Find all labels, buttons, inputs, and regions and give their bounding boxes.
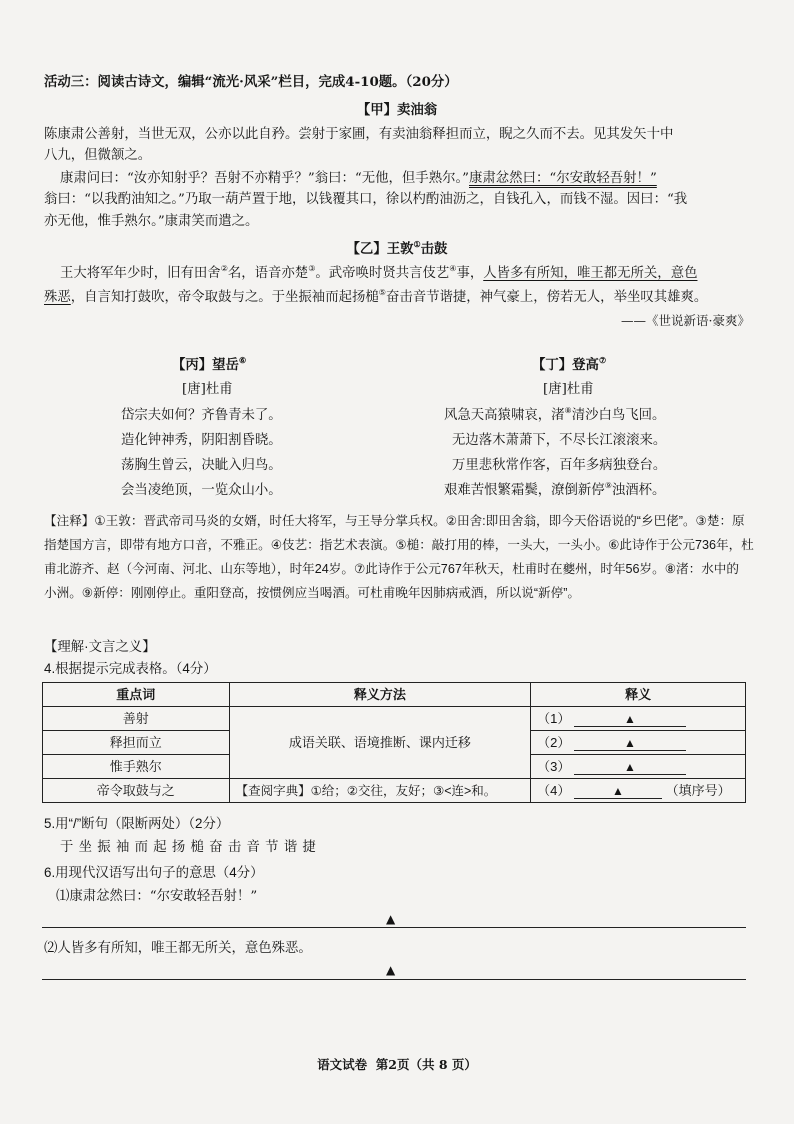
method-cell: 成语关联、语境推断、课内迁移 xyxy=(229,707,531,779)
answer-cell[interactable] xyxy=(531,707,746,731)
answer-blank[interactable]: ▲ xyxy=(574,760,686,775)
passage-yi-text: 王大将军年少时，旧有田舍 xyxy=(60,266,221,281)
poem-ding-text: 清沙白鸟飞回。 xyxy=(571,408,666,423)
keyword-cell: 释担而立 xyxy=(43,731,230,755)
notes-line: 指楚国方言，即带有地方口音，不雅正。④伎艺：指艺术表演。⑤槌：敲打用的棒，一头大，一头小。⑥此诗作于公元736年，杜 xyxy=(44,538,754,552)
footnote-mark: ④ xyxy=(449,264,457,273)
poem-ding-title-text: 【丁】登高 xyxy=(532,357,599,373)
answer-marker: ▲ xyxy=(386,963,396,977)
footnote-mark: ⑨ xyxy=(604,481,612,490)
footnote-mark: ⑧ xyxy=(564,406,572,415)
q4-stem: 4.根据提示完成表格。（4分） xyxy=(44,661,217,676)
notes-line: 甫北游齐、赵（今河南、河北、山东等地），时年24岁。⑦此诗作于公元767年秋天，杜甫时在夔州，时年56岁。⑧渚：水中的 xyxy=(44,562,739,576)
answer-number: （1） xyxy=(537,710,571,726)
poem-bing-author: [唐]杜甫 xyxy=(182,382,233,397)
passage-yi-source: ——《世说新语·豪爽》 xyxy=(621,313,750,328)
section-title: 【理解·文言之义】 xyxy=(44,639,156,654)
table-header-row xyxy=(43,683,746,707)
table-header: 释义 xyxy=(531,683,746,707)
keyword-cell: 惟手熟尔 xyxy=(43,755,230,779)
poem-ding-line xyxy=(444,407,665,425)
passage-jia-line: 亦无他，惟手熟尔。”康肃笑而遣之。 xyxy=(44,214,259,229)
passage-jia-title: 【甲】卖油翁 xyxy=(356,102,438,118)
q6-sentence-2: ⑵人皆多有所知，唯王都无所关，意色殊恶。 xyxy=(44,941,312,956)
answer-number: （3） xyxy=(537,758,571,774)
passage-jia-text: 康肃问曰：“汝亦知射乎？吾射不亦精乎？”翁曰：“无他，但手熟尔。” xyxy=(60,171,470,186)
poem-bing-line: 荡胸生曾云，决眦入归鸟。 xyxy=(121,458,282,473)
keyword-cell: 善射 xyxy=(43,707,230,731)
passage-yi-title-text: 击鼓 xyxy=(420,241,448,257)
poem-bing-line: 会当凌绝顶，一览众山小。 xyxy=(121,483,282,498)
passage-yi-text: 名，语音亦楚 xyxy=(227,266,309,281)
poem-ding-text: 浊酒杯。 xyxy=(611,483,666,498)
answer-cell[interactable] xyxy=(531,731,746,755)
passage-yi-text: 事， xyxy=(456,266,484,281)
keyword-cell: 帝令取鼓与之 xyxy=(43,779,230,803)
passage-yi-text: ，自言知打鼓吹，帝令取鼓与之。于坐振袖而起扬槌 xyxy=(70,290,379,305)
footnote-mark: ⑤ xyxy=(378,288,386,297)
answer-cell[interactable] xyxy=(531,755,746,779)
table-header: 释义方法 xyxy=(229,683,531,707)
q6-sentence-1: ⑴康肃忿然曰：“尔安敢轻吾射！” xyxy=(56,889,258,904)
notes-line: 小洲。⑨新停：刚刚停止。重阳登高，按惯例应当喝酒。可杜甫晚年因肺病戒酒，所以说“新停”。 xyxy=(44,586,581,600)
answer-blank[interactable]: ▲ xyxy=(574,712,686,727)
passage-yi-text: 。武帝唤时贤共言伎艺 xyxy=(315,266,450,281)
underlined-sentence-1: 康肃忿然曰：“尔安敢轻吾射！” xyxy=(469,171,657,186)
answer-blank[interactable]: ▲ xyxy=(574,784,662,799)
footnote-mark: ⑦ xyxy=(598,355,607,365)
passage-yi-line xyxy=(60,265,697,283)
answer-blank[interactable]: ▲ xyxy=(574,736,686,751)
activity-header: 活动三：阅读古诗文，编辑“流光·风采”栏目，完成4-10题。（20分） xyxy=(44,74,458,90)
answer-line-2[interactable] xyxy=(42,979,746,980)
q6-stem: 6.用现代汉语写出句子的意思（4分） xyxy=(44,865,264,880)
poem-ding-line: 无边落木萧萧下，不尽长江滚滚来。 xyxy=(452,433,667,448)
poem-bing-line: 造化钟神秀，阴阳割昏晓。 xyxy=(121,433,282,448)
q5-stem: 5.用“/”断句（限断两处）（2分） xyxy=(44,816,230,831)
poem-ding-text: 艰难苦恨繁霜鬓，潦倒新停 xyxy=(444,483,605,498)
fill-note: （填序号） xyxy=(665,782,731,798)
underlined-sentence-2: 人皆多有所知，唯王都无所关，意色 xyxy=(483,266,698,281)
poem-bing-title-text: 【丙】望岳 xyxy=(172,357,239,373)
passage-yi-title-text: 【乙】王敦 xyxy=(346,241,414,257)
q4-table xyxy=(42,682,746,803)
poem-ding-author: [唐]杜甫 xyxy=(543,382,594,397)
table-row xyxy=(43,779,746,803)
answer-number: （2） xyxy=(537,734,571,750)
poem-bing-line: 岱宗夫如何？齐鲁青未了。 xyxy=(121,408,282,423)
poem-ding-title xyxy=(532,356,606,374)
answer-number: （4） xyxy=(537,782,571,798)
q5-text[interactable]: 于 坐 振 袖 而 起 扬 槌 奋 击 音 节 谐 捷 xyxy=(60,840,317,855)
poem-ding-line xyxy=(444,482,665,500)
poem-bing-title xyxy=(172,356,246,374)
passage-jia-line xyxy=(60,170,657,188)
passage-yi-text: 奋击音节谐捷，神气豪上，傍若无人，举坐叹其雄爽。 xyxy=(385,290,708,305)
table-row xyxy=(43,707,746,731)
answer-line-1[interactable] xyxy=(42,927,746,928)
footnote-mark: ③ xyxy=(308,264,316,273)
passage-jia-line: 陈康肃公善射，当世无双，公亦以此自矜。尝射于家圃，有卖油翁释担而立，睨之久而不去。见其发矢十中 xyxy=(44,127,674,142)
poem-ding-line: 万里悲秋常作客，百年多病独登台。 xyxy=(452,458,667,473)
passage-jia-line: 翁曰：“以我酌油知之。”乃取一葫芦置于地，以钱覆其口，徐以杓酌油沥之，自钱孔入，而钱不湿。因曰：“我 xyxy=(44,192,688,207)
underlined-sentence-2-end: 殊恶 xyxy=(44,290,71,305)
answer-cell[interactable] xyxy=(531,779,746,803)
method-cell: 【查阅字典】①给；②交往，友好；③<连>和。 xyxy=(229,779,531,803)
notes-line: 【注释】①王敦：晋武帝司马炎的女婿，时任大将军，与王导分掌兵权。②田舍:即田舍翁，即今天俗语说的“乡巴佬”。③楚：原 xyxy=(44,514,745,528)
passage-yi-line xyxy=(44,289,707,307)
poem-ding-text: 风急天高猿啸哀，渚 xyxy=(444,408,565,423)
footnote-mark: ⑥ xyxy=(238,355,247,365)
table-header: 重点词 xyxy=(43,683,230,707)
answer-marker: ▲ xyxy=(386,912,396,926)
passage-jia-line: 八九，但微颔之。 xyxy=(44,148,152,163)
footnote-mark: ② xyxy=(220,264,228,273)
page-footer: 语文试卷 第2页（共 8 页） xyxy=(317,1057,477,1072)
passage-yi-title xyxy=(0,240,794,258)
footnote-mark: ① xyxy=(413,239,421,249)
